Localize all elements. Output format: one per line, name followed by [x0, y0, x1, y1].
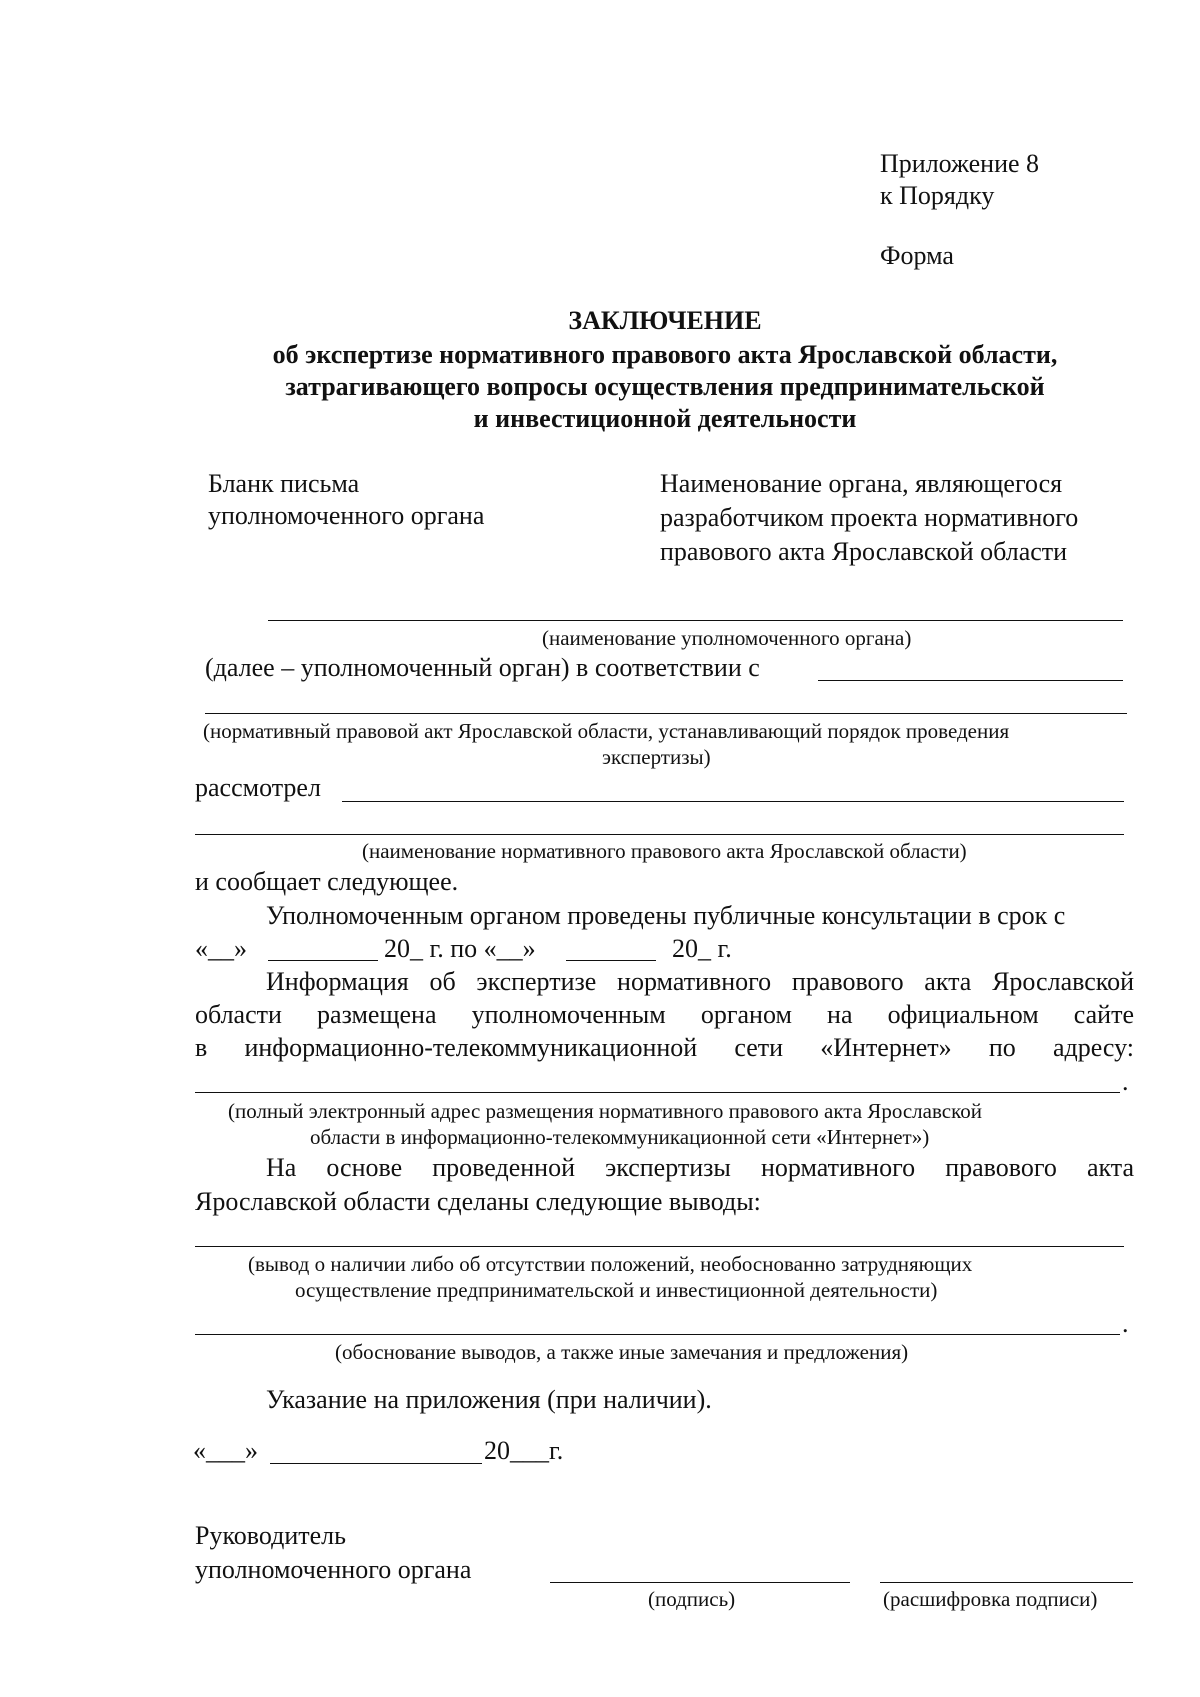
- reviewed-text: рассмотрел: [195, 773, 321, 802]
- head-label-2: уполномоченного органа: [195, 1555, 472, 1584]
- conclusion-line: [195, 1246, 1124, 1247]
- info-line-3: в информационно-телекоммуникационной сети «Интернет» по адресу:: [195, 1033, 1134, 1062]
- form-label: Форма: [880, 241, 954, 270]
- attachments-text: Указание на приложения (при наличии).: [266, 1385, 712, 1414]
- act-name-caption: (наименование нормативного правового акта Ярославской области): [362, 839, 967, 863]
- subtitle-line-1: об экспертизе нормативного правового акта Ярославской области,: [272, 340, 1058, 369]
- subtitle-line-3: и инвестиционной деятельности: [473, 404, 857, 433]
- act-line-inline: [818, 680, 1123, 681]
- developer-label-2: разработчиком проекта нормативного: [660, 503, 1079, 532]
- signature-line: [550, 1582, 850, 1583]
- basis-line-1: На основе проведенной экспертизы нормативного правового акта: [266, 1153, 1134, 1182]
- date-month-line: [270, 1463, 482, 1464]
- info-line-1: Информация об экспертизе нормативного правового акта Ярославской: [266, 967, 1134, 996]
- further-text: (далее – уполномоченный орган) в соответствии с: [205, 653, 760, 682]
- basis-line-2: Ярославской области сделаны следующие выводы:: [195, 1187, 761, 1216]
- document-title: ЗАКЛЮЧЕНИЕ: [568, 306, 762, 335]
- date-year: 20___г.: [484, 1436, 564, 1465]
- address-period: .: [1122, 1067, 1129, 1096]
- act-caption-1: (нормативный правовой акт Ярославской области, устанавливающий порядок проведения: [203, 719, 1010, 743]
- developer-label-1: Наименование органа, являющегося: [660, 469, 1063, 498]
- consult-text: Уполномоченным органом проведены публичные консультации в срок с: [266, 901, 1066, 930]
- consult-end: 20_ г.: [672, 934, 732, 963]
- conclusion-caption-1: (вывод о наличии либо об отсутствии положений, необоснованно затрудняющих: [248, 1252, 973, 1276]
- consult-month-line-1: [268, 960, 378, 961]
- reasons-caption: (обоснование выводов, а также иные замечания и предложения): [335, 1340, 909, 1364]
- address-caption-2: области в информационно-телекоммуникационной сети «Интернет»): [310, 1125, 930, 1149]
- letterhead-label-1: Бланк письма: [208, 469, 360, 498]
- order-label: к Порядку: [880, 181, 995, 210]
- reports-text: и сообщает следующее.: [195, 867, 459, 896]
- letterhead-label-2: уполномоченного органа: [208, 501, 485, 530]
- act-line-full: [205, 713, 1127, 714]
- appendix-label: Приложение 8: [880, 149, 1040, 178]
- reviewed-line-full: [195, 834, 1124, 835]
- org-name-line: [268, 620, 1123, 621]
- org-name-caption: (наименование уполномоченного органа): [542, 626, 912, 650]
- address-caption-1: (полный электронный адрес размещения нормативного правового акта Ярославской: [228, 1099, 982, 1123]
- developer-label-3: правового акта Ярославской области: [660, 537, 1068, 566]
- head-label-1: Руководитель: [195, 1521, 346, 1550]
- decoding-caption: (расшифровка подписи): [883, 1587, 1098, 1611]
- reasons-line: [195, 1334, 1120, 1335]
- reviewed-line-inline: [342, 801, 1124, 802]
- address-line: [195, 1092, 1120, 1093]
- consult-mid: 20_ г. по «__»: [384, 934, 536, 963]
- date-quote: «___»: [193, 1436, 258, 1465]
- decoding-line: [880, 1582, 1133, 1583]
- act-caption-2: экспертизы): [602, 745, 711, 769]
- info-line-2: области размещена уполномоченным органом на официальном сайте: [195, 1000, 1134, 1029]
- conclusion-caption-2: осуществление предпринимательской и инвестиционной деятельности): [295, 1278, 938, 1302]
- subtitle-line-2: затрагивающего вопросы осуществления предпринимательской: [285, 372, 1045, 401]
- consult-quote-start: «__»: [195, 934, 247, 963]
- consult-month-line-2: [566, 960, 656, 961]
- signature-caption: (подпись): [648, 1587, 736, 1611]
- reasons-period: .: [1122, 1309, 1129, 1338]
